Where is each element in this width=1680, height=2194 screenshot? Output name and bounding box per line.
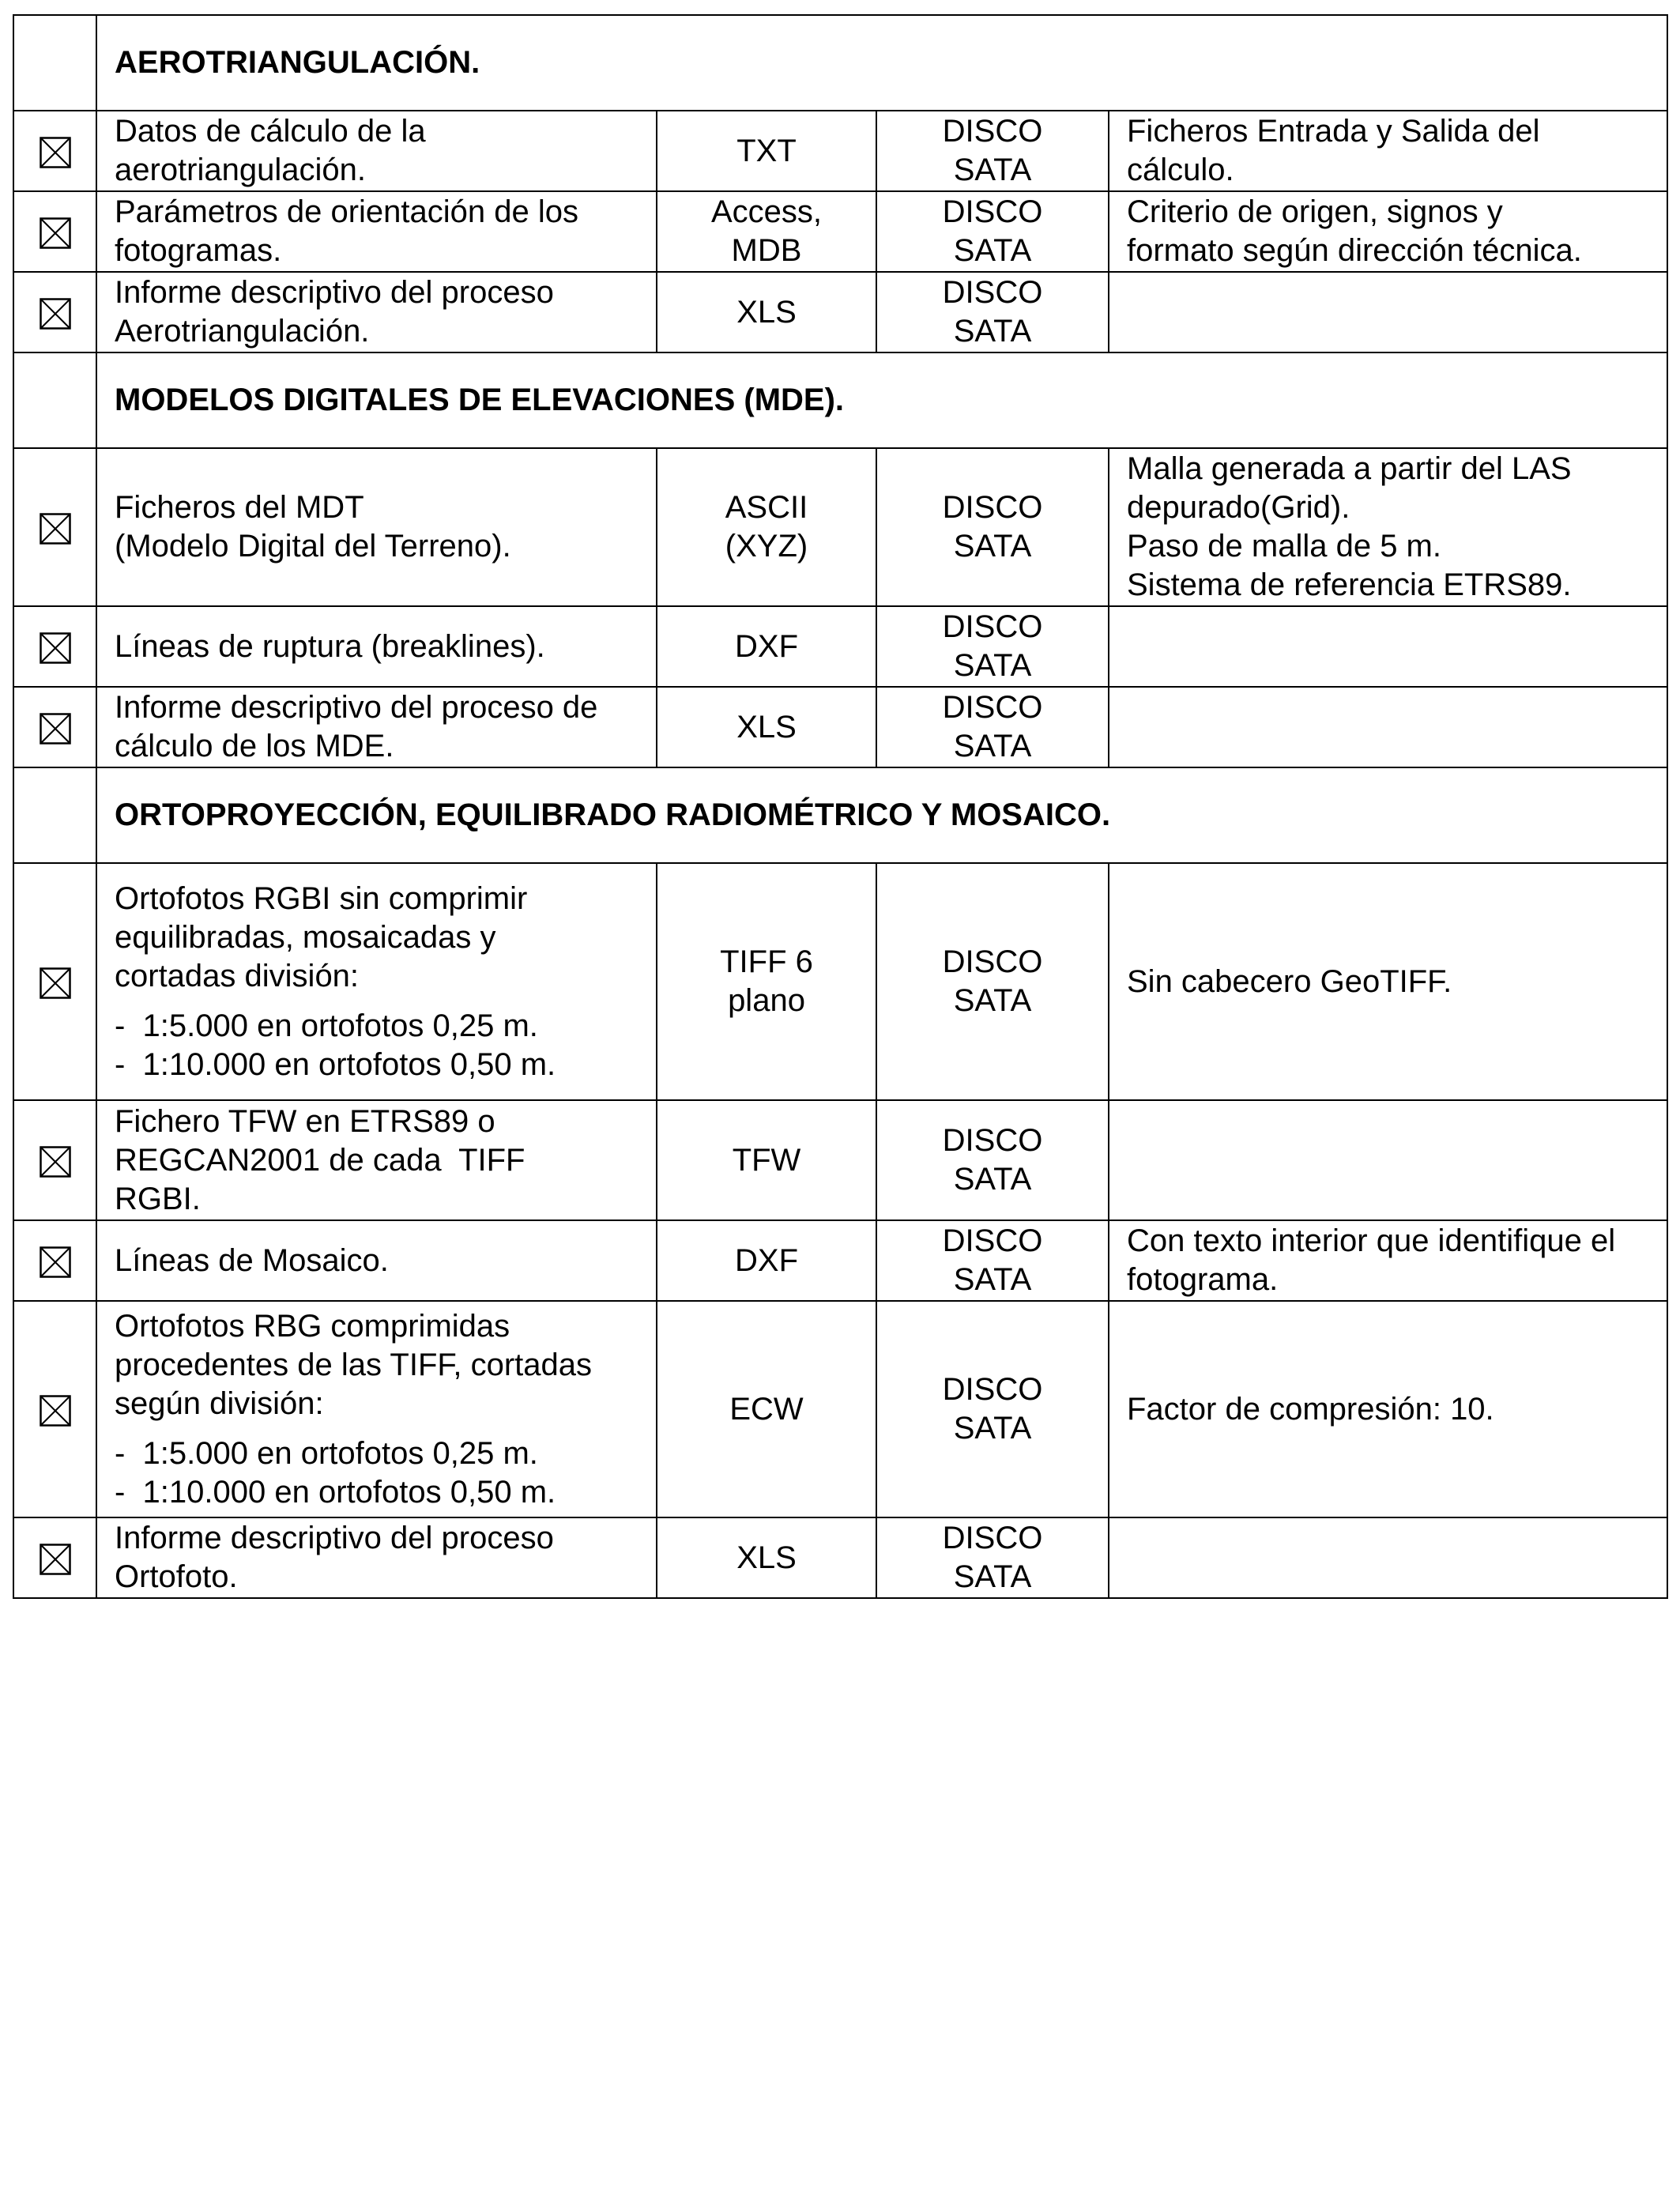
notes-cell	[1109, 606, 1667, 687]
text-line: ECW	[729, 1391, 804, 1427]
text-line: (XYZ)	[725, 529, 808, 564]
checked-box-icon[interactable]	[40, 1544, 71, 1575]
text-line: Factor de compresión: 10.	[1127, 1391, 1494, 1427]
checked-box-icon[interactable]	[40, 137, 71, 168]
description-cell	[96, 272, 657, 352]
notes-cell	[1109, 111, 1667, 191]
text-line: cortadas división:	[115, 958, 360, 993]
text-line: XLS	[736, 1540, 797, 1575]
deliverable-row	[13, 1517, 1667, 1598]
text-line: equilibradas, mosaicadas y	[115, 919, 496, 955]
section-title: MODELOS DIGITALES DE ELEVACIONES (MDE).	[96, 352, 1667, 448]
media-cell	[876, 863, 1109, 1100]
text-line: Ortofotos RBG comprimidas	[115, 1308, 510, 1344]
text-line: DISCO	[942, 490, 1043, 525]
description-cell	[96, 448, 657, 606]
description-cell	[96, 1517, 657, 1598]
notes-cell	[1109, 272, 1667, 352]
media-cell	[876, 191, 1109, 272]
media-cell	[876, 111, 1109, 191]
text-line: según división:	[115, 1385, 324, 1421]
text-line: Ficheros Entrada y Salida del	[1127, 114, 1540, 149]
text-line: DISCO	[942, 944, 1043, 979]
text-line: Malla generada a partir del LAS	[1127, 451, 1572, 486]
media-cell	[876, 272, 1109, 352]
text-line: Ortofoto.	[115, 1559, 238, 1594]
text-line: DISCO	[942, 194, 1043, 229]
text-line: Ortofotos RGBI sin comprimir	[115, 880, 528, 916]
text-line: MDB	[731, 233, 802, 268]
section-header-row	[13, 15, 1667, 111]
checkbox-cell	[13, 1100, 96, 1220]
description-cell	[96, 1301, 657, 1517]
text-line: Sistema de referencia ETRS89.	[1127, 567, 1572, 602]
checked-box-icon[interactable]	[40, 1395, 71, 1427]
text-line: plano	[728, 983, 805, 1018]
media-cell	[876, 687, 1109, 767]
text-line: Informe descriptivo del proceso	[115, 1521, 554, 1555]
checked-box-icon[interactable]	[40, 632, 71, 664]
text-line: DISCO	[942, 275, 1043, 310]
media-cell	[876, 448, 1109, 606]
description-cell	[96, 687, 657, 767]
format-cell	[657, 191, 876, 272]
text-line: DISCO	[942, 609, 1043, 644]
description-cell	[96, 606, 657, 687]
text-line: SATA	[953, 314, 1032, 349]
text-line: DXF	[735, 628, 798, 664]
format-cell	[657, 448, 876, 606]
media-cell	[876, 1301, 1109, 1517]
text-line: Criterio de origen, signos y	[1127, 194, 1503, 229]
checkbox-cell	[13, 111, 96, 191]
text-line: - 1:5.000 en ortofotos 0,25 m.	[115, 1435, 538, 1471]
text-line: Líneas de ruptura (breaklines).	[115, 628, 545, 664]
text-line: fotogramas.	[115, 233, 282, 268]
notes-cell	[1109, 1301, 1667, 1517]
checked-box-icon[interactable]	[40, 1246, 71, 1278]
text-line: DISCO	[942, 1223, 1043, 1258]
deliverables-table	[13, 14, 1668, 1599]
section-blank-cell	[13, 352, 96, 448]
text-line: Access,	[710, 194, 823, 229]
media-cell	[876, 1100, 1109, 1220]
text-line: procedentes de las TIFF, cortadas	[115, 1347, 593, 1382]
text-line: TXT	[736, 133, 797, 168]
text-line: aerotriangulación.	[115, 153, 366, 187]
section-blank-cell	[13, 767, 96, 863]
checkbox-cell	[13, 448, 96, 606]
deliverable-row	[13, 272, 1667, 352]
text-line: (Modelo Digital del Terreno).	[115, 529, 511, 564]
checkbox-cell	[13, 1517, 96, 1598]
format-cell	[657, 1301, 876, 1517]
description-cell	[96, 1220, 657, 1301]
format-cell	[657, 1517, 876, 1598]
text-line: SATA	[953, 729, 1032, 763]
media-cell	[876, 1220, 1109, 1301]
text-line: SATA	[953, 233, 1032, 268]
deliverable-row	[13, 111, 1667, 191]
notes-cell	[1109, 1220, 1667, 1301]
text-line: TFW	[732, 1142, 801, 1178]
text-line: TIFF 6	[720, 944, 813, 979]
text-line: SATA	[953, 1559, 1032, 1594]
checked-box-icon[interactable]	[40, 217, 71, 249]
deliverable-row	[13, 191, 1667, 272]
text-line: SATA	[953, 1162, 1032, 1197]
notes-cell	[1109, 191, 1667, 272]
text-line: SATA	[953, 648, 1032, 683]
text-line: Parámetros de orientación de los	[115, 194, 578, 229]
text-line: - 1:10.000 en ortofotos 0,50 m.	[115, 1046, 556, 1082]
deliverable-row	[13, 1220, 1667, 1301]
section-title: AEROTRIANGULACIÓN.	[96, 15, 1667, 111]
format-cell	[657, 272, 876, 352]
format-cell	[657, 863, 876, 1100]
checkbox-cell	[13, 1220, 96, 1301]
checked-box-icon[interactable]	[40, 1146, 71, 1178]
media-cell	[876, 1517, 1109, 1598]
text-line: DISCO	[942, 1372, 1043, 1407]
text-line: Datos de cálculo de la	[115, 114, 426, 149]
format-cell	[657, 1100, 876, 1220]
text-line: Sin cabecero GeoTIFF.	[1127, 963, 1452, 999]
notes-cell	[1109, 1517, 1667, 1598]
scale-list	[115, 1007, 650, 1084]
text-line: SATA	[953, 1411, 1032, 1446]
text-line: DISCO	[942, 1123, 1043, 1158]
deliverable-row	[13, 1301, 1667, 1517]
deliverable-row	[13, 448, 1667, 606]
text-line: cálculo de los MDE.	[115, 729, 394, 763]
text-line: DXF	[735, 1242, 798, 1278]
text-line: - 1:5.000 en ortofotos 0,25 m.	[115, 1008, 538, 1043]
text-line: SATA	[953, 1262, 1032, 1297]
text-line: depurado(Grid).	[1127, 490, 1350, 525]
section-header-row	[13, 767, 1667, 863]
checkbox-cell	[13, 687, 96, 767]
checked-box-icon[interactable]	[40, 713, 71, 745]
checkbox-cell	[13, 863, 96, 1100]
text-line: ASCII	[725, 490, 808, 525]
text-line: Informe descriptivo del proceso de	[115, 690, 598, 725]
section-blank-cell	[13, 15, 96, 111]
text-line: fotograma.	[1127, 1262, 1279, 1297]
text-line: DISCO	[942, 690, 1043, 725]
description-cell	[96, 863, 657, 1100]
deliverable-row	[13, 606, 1667, 687]
text-line: Ficheros del MDT	[115, 490, 364, 525]
deliverables-table-body	[13, 15, 1667, 1598]
text-line: Fichero TFW en ETRS89 o	[115, 1103, 495, 1139]
text-line: cálculo.	[1127, 153, 1234, 187]
text-line: SATA	[953, 153, 1032, 187]
scale-list	[115, 1434, 650, 1512]
text-line: Paso de malla de 5 m.	[1127, 529, 1441, 564]
text-line: Líneas de Mosaico.	[115, 1242, 389, 1278]
description-cell	[96, 191, 657, 272]
checked-box-icon[interactable]	[40, 967, 71, 999]
deliverable-row	[13, 1100, 1667, 1220]
text-line: SATA	[953, 983, 1032, 1018]
deliverable-row	[13, 687, 1667, 767]
text-line: DISCO	[942, 1521, 1043, 1555]
media-cell	[876, 606, 1109, 687]
text-line: - 1:10.000 en ortofotos 0,50 m.	[115, 1474, 556, 1510]
section-title: ORTOPROYECCIÓN, EQUILIBRADO RADIOMÉTRICO Y MOSAICO.	[96, 767, 1667, 863]
text-line: Con texto interior que identifique el	[1127, 1223, 1616, 1258]
checked-box-icon[interactable]	[40, 298, 71, 330]
description-cell	[96, 111, 657, 191]
text-line: Informe descriptivo del proceso	[115, 275, 554, 310]
notes-cell	[1109, 863, 1667, 1100]
text-line: SATA	[953, 529, 1032, 564]
format-cell	[657, 1220, 876, 1301]
checkbox-cell	[13, 272, 96, 352]
checkbox-cell	[13, 1301, 96, 1517]
notes-cell	[1109, 448, 1667, 606]
format-cell	[657, 687, 876, 767]
format-cell	[657, 111, 876, 191]
text-line: RGBI.	[115, 1181, 201, 1216]
text-line: REGCAN2001 de cada TIFF	[115, 1142, 525, 1178]
text-line: XLS	[736, 294, 797, 330]
checkbox-cell	[13, 191, 96, 272]
description-cell	[96, 1100, 657, 1220]
notes-cell	[1109, 687, 1667, 767]
text-line: DISCO	[942, 114, 1043, 149]
section-header-row	[13, 352, 1667, 448]
format-cell	[657, 606, 876, 687]
text-line: Aerotriangulación.	[115, 314, 370, 349]
text-line: formato según dirección técnica.	[1127, 233, 1582, 268]
deliverable-row	[13, 863, 1667, 1100]
text-line: XLS	[736, 709, 797, 745]
notes-cell	[1109, 1100, 1667, 1220]
checkbox-cell	[13, 606, 96, 687]
checked-box-icon[interactable]	[40, 513, 71, 545]
